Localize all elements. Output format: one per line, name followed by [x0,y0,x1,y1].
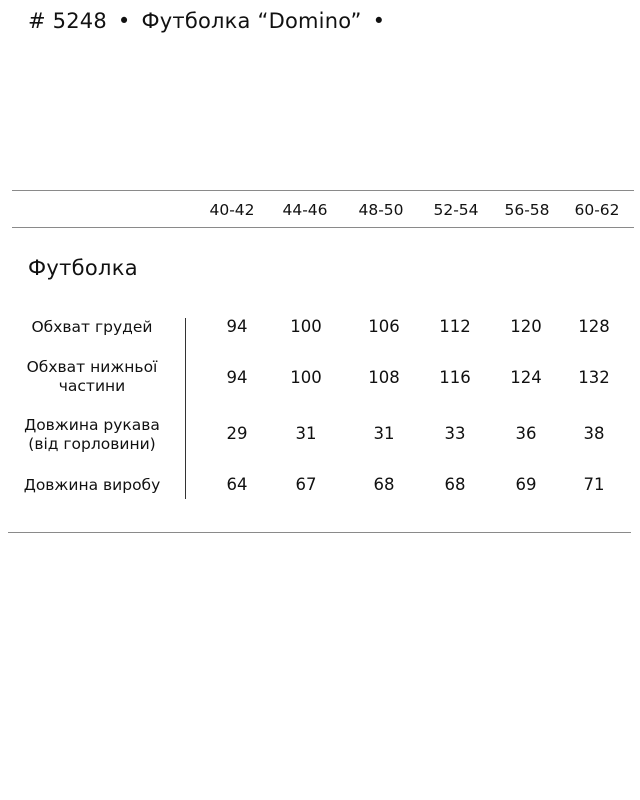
row-label-line: частини [58,377,126,395]
table-cell: 68 [373,475,395,494]
product-name: Футболка “Domino” [141,9,362,33]
size-header: 52-54 [433,201,479,219]
row-label [0,416,184,454]
row-label [0,476,184,495]
separator-dot: • [117,9,131,33]
row-label-line: Довжина рукава [24,416,160,434]
table-top-divider [12,190,634,191]
product-number: # 5248 [28,9,107,33]
table-cell: 112 [439,317,471,336]
table-cell: 100 [290,317,322,336]
table-cell: 116 [439,368,471,387]
table-cell: 132 [578,368,610,387]
row-label-line: Довжина виробу [23,476,161,494]
table-cell: 64 [226,475,248,494]
row-label-line: (від горловини) [28,435,156,453]
column-divider [185,318,186,499]
table-cell: 108 [368,368,400,387]
size-header: 56-58 [504,201,550,219]
table-cell: 31 [373,424,395,443]
table-cell: 36 [515,424,537,443]
table-cell: 94 [226,317,248,336]
table-cell: 100 [290,368,322,387]
separator-dot: • [372,9,386,33]
table-cell: 128 [578,317,610,336]
table-cell: 94 [226,368,248,387]
table-cell: 38 [583,424,605,443]
table-cell: 69 [515,475,537,494]
table-cell: 124 [510,368,542,387]
table-cell: 68 [444,475,466,494]
table-cell: 71 [583,475,605,494]
table-cell: 106 [368,317,400,336]
table-cell: 29 [226,424,248,443]
table-cell: 67 [295,475,317,494]
size-header: 44-46 [282,201,328,219]
table-cell: 120 [510,317,542,336]
header-bottom-divider [12,227,634,228]
page-title [28,9,396,33]
table-bottom-divider [8,532,631,533]
section-title: Футболка [28,256,138,280]
row-label-line: Обхват грудей [31,318,153,336]
row-label [0,358,184,396]
size-header: 48-50 [358,201,404,219]
size-header: 60-62 [574,201,620,219]
table-cell: 31 [295,424,317,443]
size-header: 40-42 [209,201,255,219]
table-cell: 33 [444,424,466,443]
row-label-line: Обхват нижньої [26,358,158,376]
row-label [0,318,184,337]
